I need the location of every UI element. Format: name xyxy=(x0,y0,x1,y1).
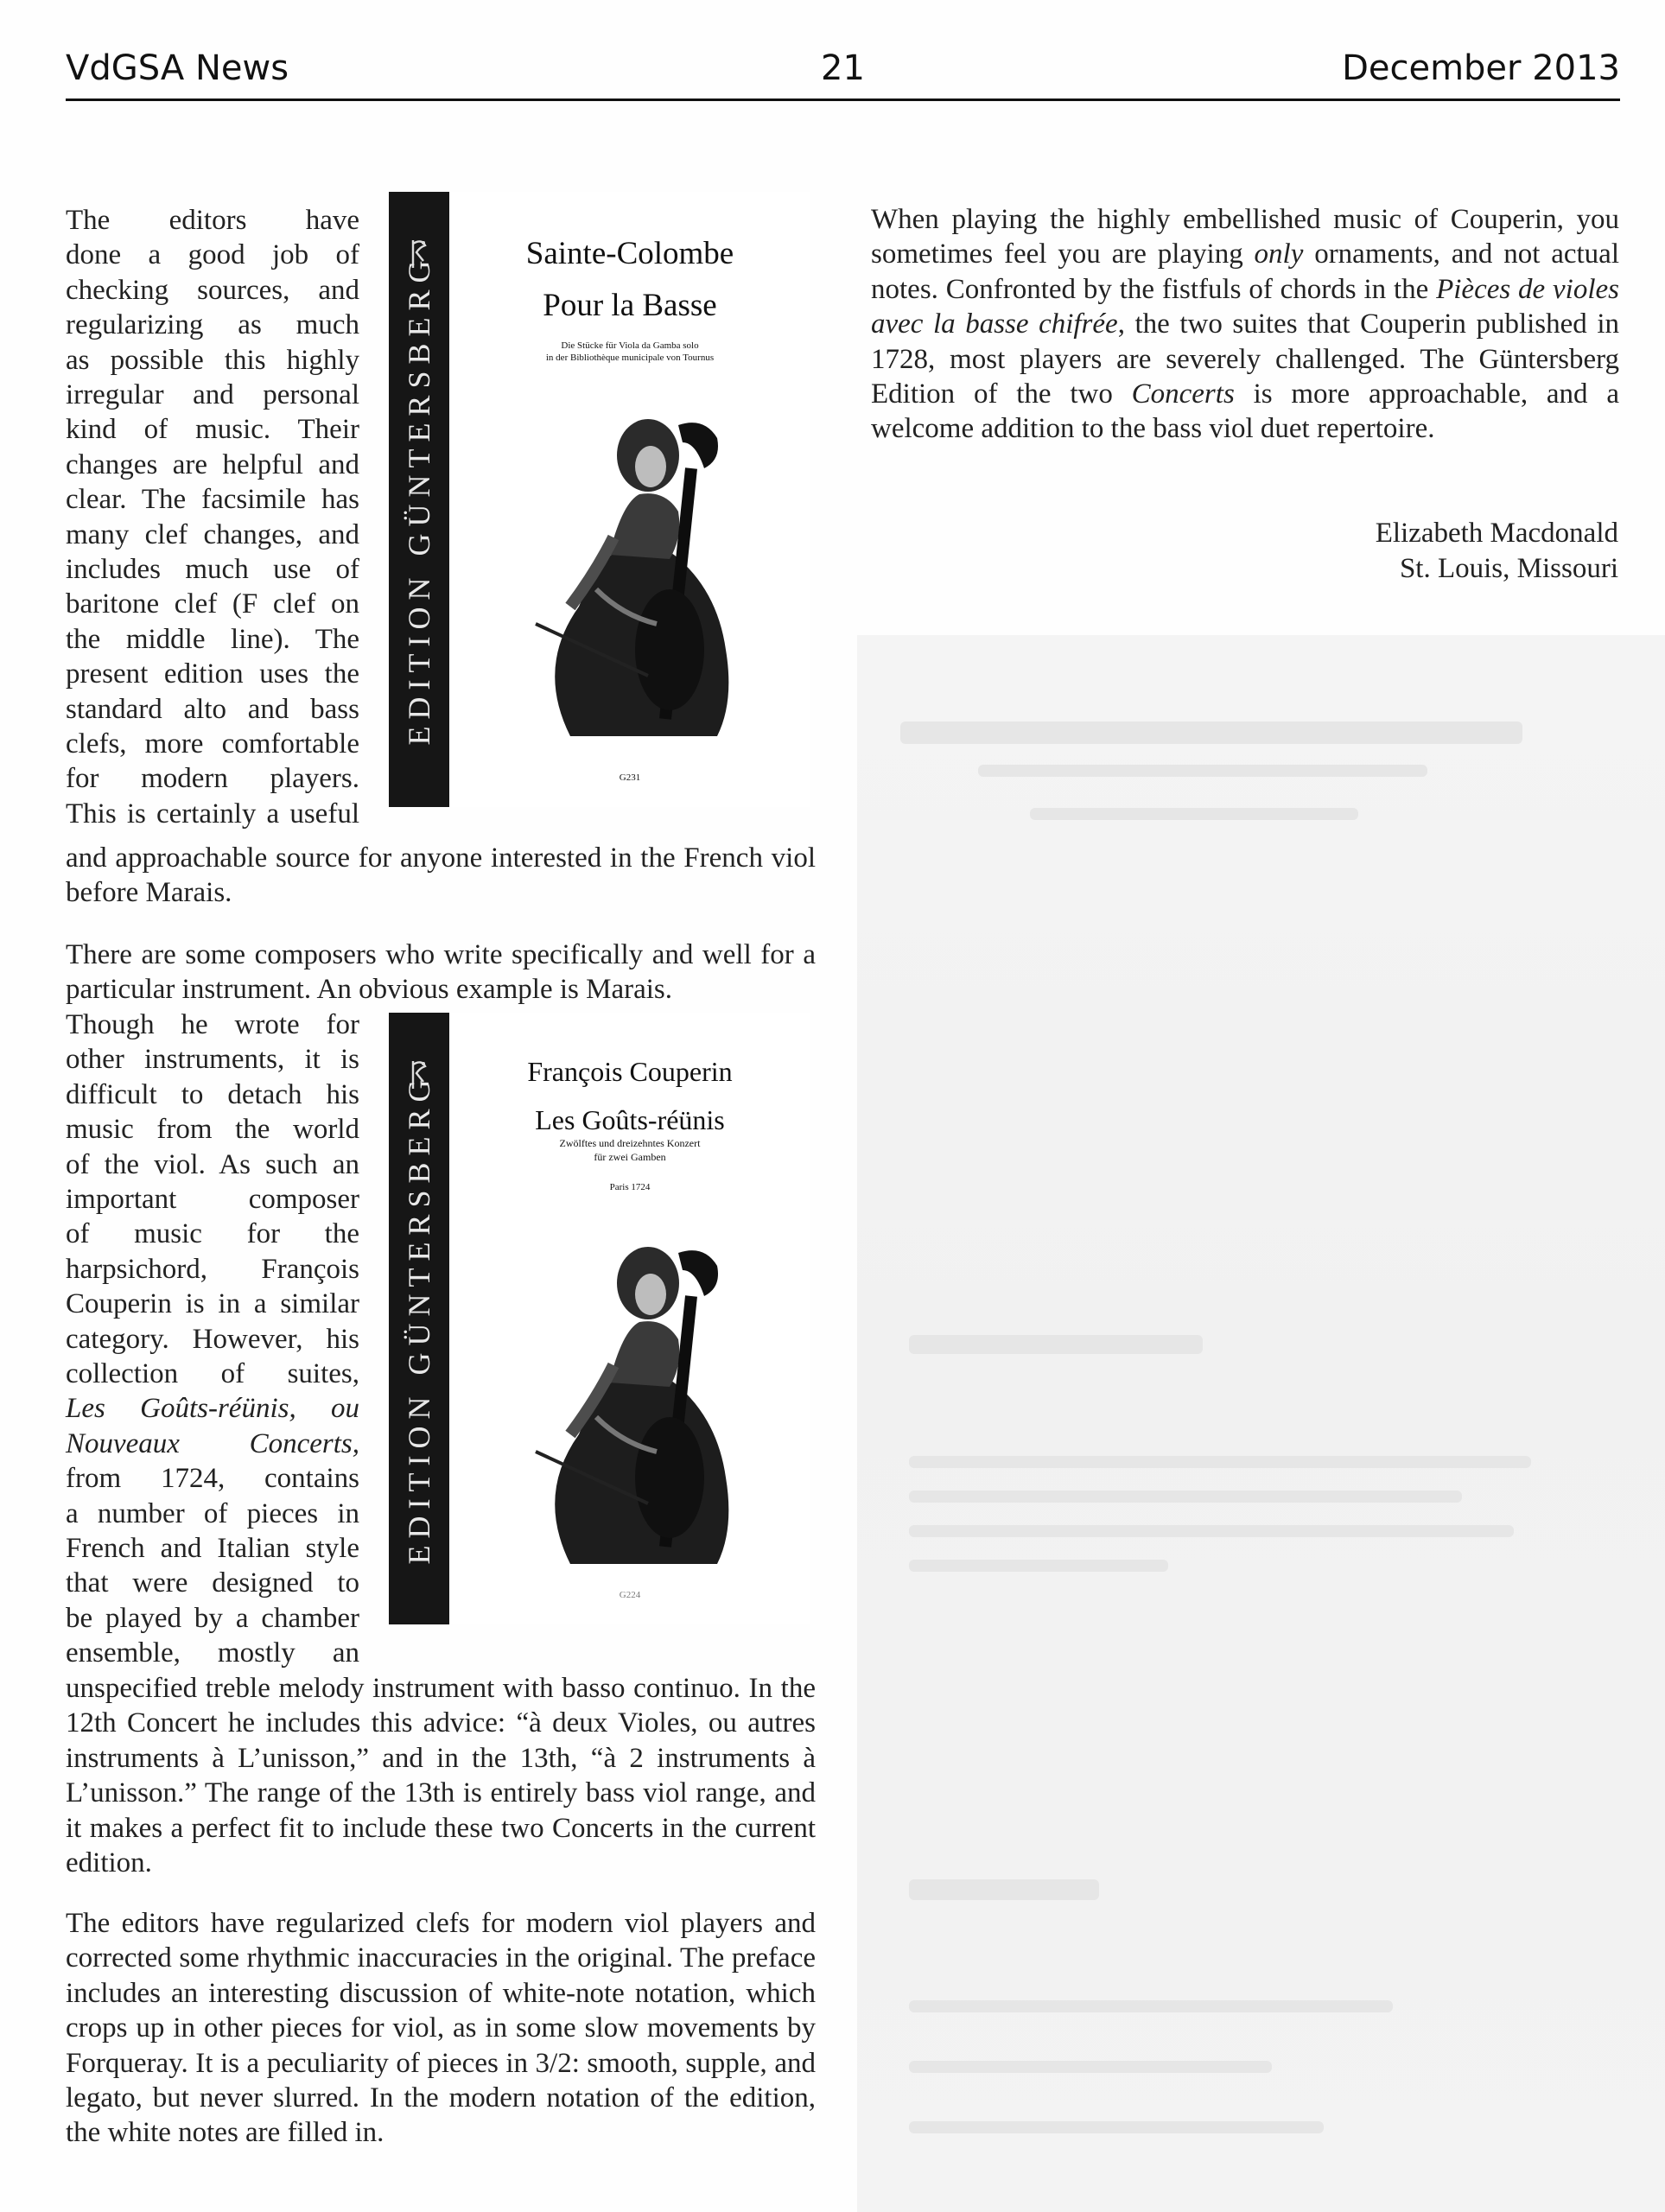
cover-composer: François Couperin xyxy=(527,1056,733,1087)
page-header xyxy=(66,43,1620,101)
text-line: changes are helpful and xyxy=(66,448,359,480)
paragraph-1-tail: and approachable source for anyone interested in the French viol before Marais. xyxy=(66,842,816,909)
text-line: checking sources, and xyxy=(66,274,359,306)
text-line: difficult to detach his xyxy=(66,1078,359,1110)
book-cover-couperin xyxy=(389,1013,810,1624)
author-location: St. Louis, Missouri xyxy=(1399,553,1618,584)
text-line: This is certainly a useful xyxy=(66,798,359,830)
gamba-player-engraving xyxy=(518,1218,769,1564)
text-line: be played by a chamber xyxy=(66,1602,359,1634)
text-line: Couperin is in a similar xyxy=(66,1288,359,1320)
book-cover-sainte-colombe xyxy=(389,192,810,807)
bleed-through-area xyxy=(857,635,1665,2212)
text-line: clefs, more comfortable xyxy=(66,728,359,760)
text-line: important composer xyxy=(66,1184,359,1215)
text-line: kind of music. Their xyxy=(66,414,359,446)
text-line: standard alto and bass xyxy=(66,693,359,725)
cover-subtitle: in der Bibliothèque municipale von Tournus xyxy=(545,353,715,363)
text-line: irregular and personal xyxy=(66,379,359,410)
cover-subtitle: Die Stücke für Viola da Gamba solo xyxy=(561,340,699,351)
cover-title: Les Goûts-réünis xyxy=(535,1104,725,1135)
text-line: collection of suites, xyxy=(66,1358,359,1389)
cover-subtitle: für zwei Gamben xyxy=(594,1151,666,1163)
text-line: of music for the xyxy=(66,1218,359,1250)
cover-spine xyxy=(389,192,449,807)
text-line: French and Italian style xyxy=(66,1533,359,1564)
cover-subtitle: Zwölftes und dreizehntes Konzert xyxy=(559,1137,701,1149)
text-line: regularizing as much xyxy=(66,309,359,341)
issue-date: December 2013 xyxy=(1342,48,1620,88)
series-name: EDITION GÜNTERSBERG xyxy=(402,253,436,746)
text-line: for modern players. xyxy=(66,763,359,795)
cover-composer: Sainte-Colombe xyxy=(525,236,734,271)
text-line: from 1724, contains xyxy=(66,1463,359,1495)
text-line: present edition uses the xyxy=(66,658,359,690)
cover-spine xyxy=(389,1013,449,1624)
text-line: category. However, his xyxy=(66,1323,359,1355)
page-number: 21 xyxy=(821,48,865,88)
publication-title: VdGSA News xyxy=(66,48,289,88)
text-line-italic: Nouveaux Concerts, xyxy=(66,1427,359,1459)
series-name: EDITION GÜNTERSBERG xyxy=(402,1072,436,1565)
text-line: many clef changes, and xyxy=(66,518,359,550)
text-line: clear. The facsimile has xyxy=(66,484,359,516)
paragraph-4: When playing the highly embellished music of Couperin, you sometimes feel you are playing only ornaments, and not actual notes. Confronted by the fistfuls of chords in the Pièces de violes avec la basse chifrée, the two suites that Couperin published in 1728, most players are severely challenged. The Güntersberg Edition of the two Concerts is more approachable, and a welcome addition to the bass viol duet repertoire. xyxy=(871,204,1619,445)
cover-subtitle: Paris 1724 xyxy=(609,1182,651,1192)
text-line: Though he wrote for xyxy=(66,1009,359,1040)
text-line: a number of pieces in xyxy=(66,1497,359,1529)
text-line: of the viol. As such an xyxy=(66,1148,359,1180)
text-line: harpsichord, François xyxy=(66,1253,359,1285)
text-line: as possible this highly xyxy=(66,344,359,376)
text-line-italic: Les Goûts-réünis, ou xyxy=(66,1393,359,1425)
text-line: includes much use of xyxy=(66,554,359,585)
author-name: Elizabeth Macdonald xyxy=(1375,518,1618,549)
text-line: The editors have xyxy=(66,205,359,236)
text-line: baritone clef (F clef on xyxy=(66,588,359,620)
text-line: the middle line). The xyxy=(66,623,359,655)
text-line: ensemble, mostly an xyxy=(66,1637,359,1669)
paragraph-2-intro: There are some composers who write specifically and well for a particular instrument. An obvious example is Marais. xyxy=(66,939,816,1006)
cover-title: Pour la Basse xyxy=(543,288,717,323)
text-line: music from the world xyxy=(66,1114,359,1146)
text-line: other instruments, it is xyxy=(66,1044,359,1076)
cover-code: G231 xyxy=(619,772,641,783)
paragraph-2-tail: unspecified treble melody instrument with basso continuo. In the 12th Concert he includes this advice: “à deux Violes, ou autres instruments à L’unisson,” and in the 13th, “à 2 instruments à L’unisson.” The range of the 13th is entirely bass viol range, and it makes a perfect fit to include these two Concerts in the current edition. xyxy=(66,1673,816,1879)
text-line: that were designed to xyxy=(66,1567,359,1599)
cover-code: G224 xyxy=(619,1590,641,1600)
text-line: done a good job of xyxy=(66,239,359,271)
paragraph-3: The editors have regularized clefs for modern viol players and corrected some rhythmic inaccuracies in the original. The preface includes an interesting discussion of white-note notation, which crops up in other pieces for viol, as in some slow movements by Forqueray. It is a peculiarity of pieces in 3/2: smooth, supple, and legato, but never slurred. In the modern notation of the edition, the white notes are filled in. xyxy=(66,1908,816,2149)
gamba-player-engraving xyxy=(518,391,769,736)
